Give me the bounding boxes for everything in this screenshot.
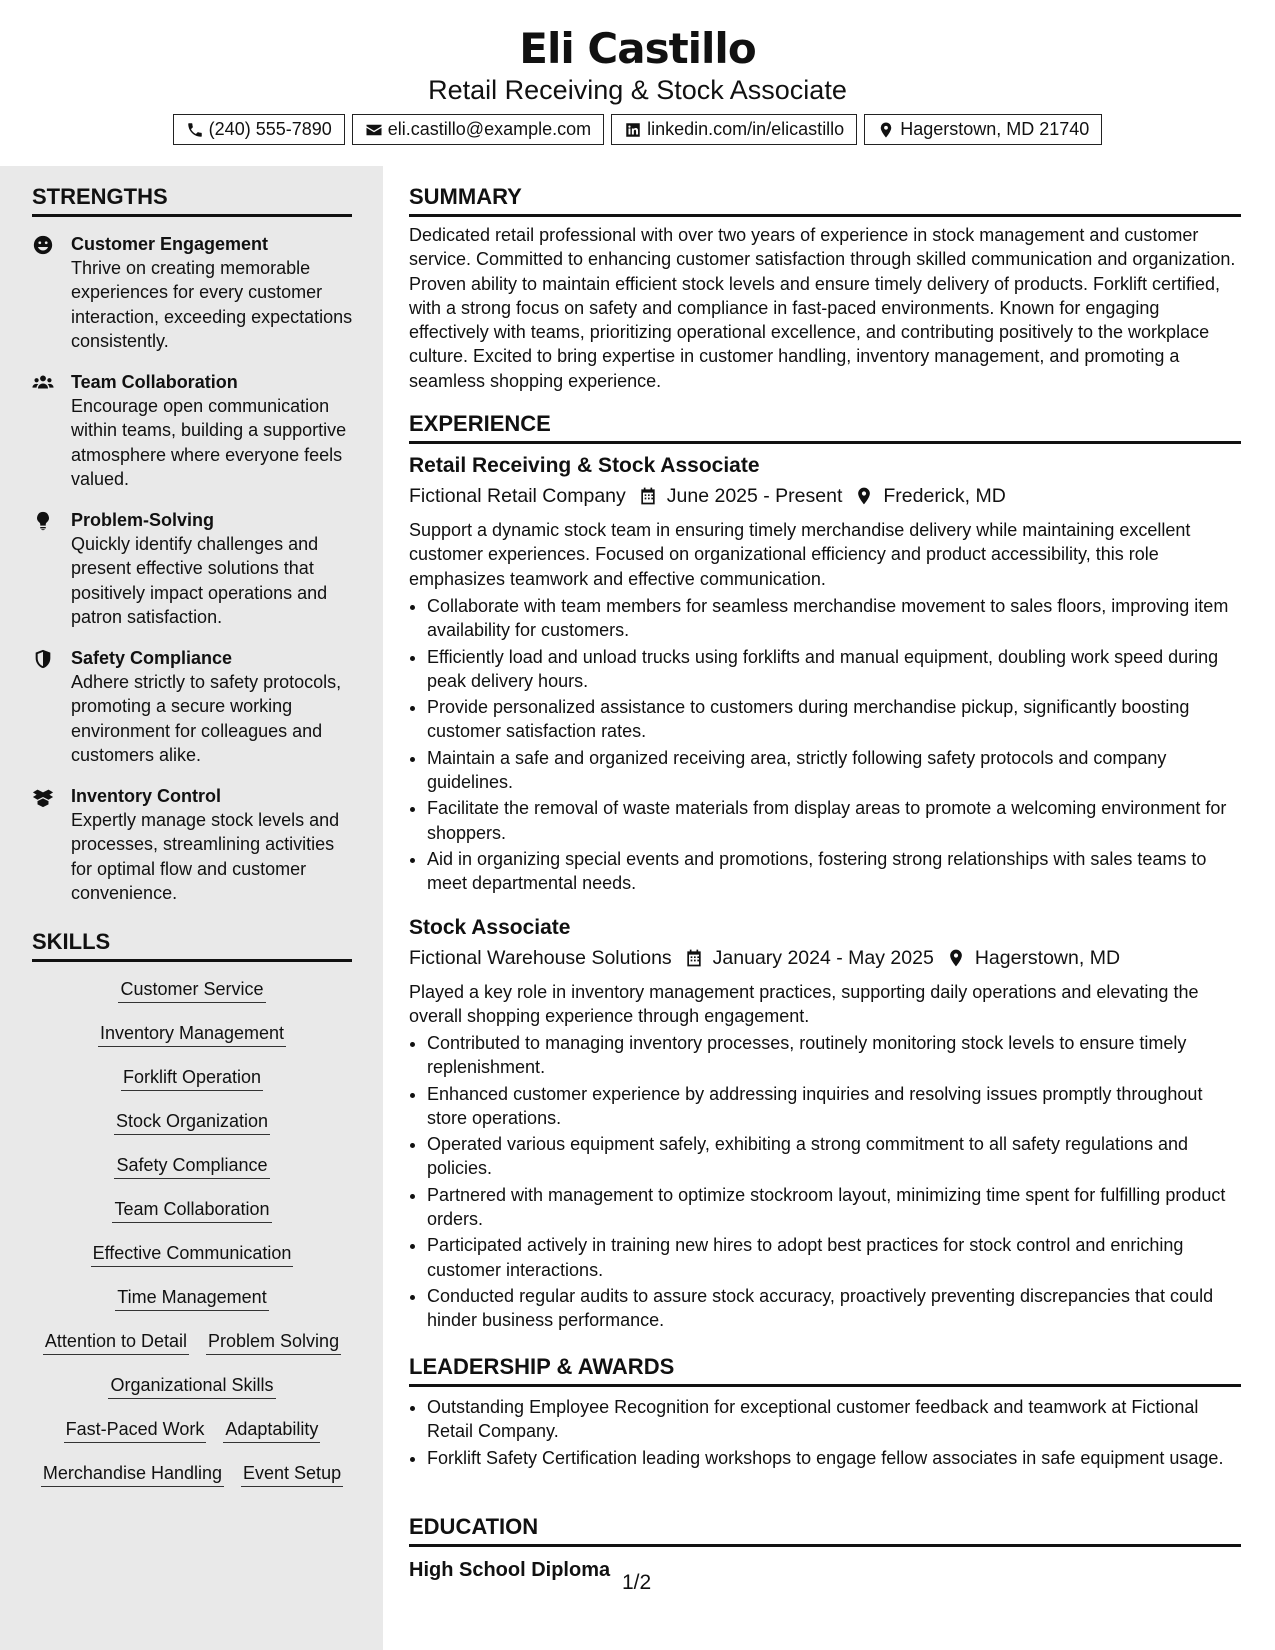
- job-bullet: • Efficiently load and unload trucks using forklifts and manual equipment, doubling work speed during peak delivery hours.: [427, 645, 1243, 694]
- leadership-bullets: [409, 1395, 1243, 1472]
- skill-row: [91, 1242, 294, 1267]
- skill-row: [114, 1110, 270, 1135]
- skill-tag: Stock Organization: [114, 1110, 270, 1135]
- candidate-title: Retail Receiving & Stock Associate: [428, 75, 847, 105]
- contact-phone[interactable]: [173, 114, 345, 145]
- calendar-icon: [638, 486, 658, 506]
- envelope-icon: [365, 121, 383, 139]
- strength-item: [32, 646, 357, 767]
- strength-description: Encourage open communication within teams, building a supportive atmosphere where everyone feels valued.: [71, 396, 347, 489]
- strength-description: Expertly manage stock levels and processes, streamlining activities for optimal flow and customer convenience.: [71, 810, 340, 903]
- skill-tag: Time Management: [115, 1286, 268, 1311]
- strength-description: Thrive on creating memorable experiences for every customer interaction, exceeding expectations consistently.: [71, 258, 353, 351]
- skill-tag: Adaptability: [223, 1418, 320, 1443]
- skill-row: [43, 1330, 341, 1355]
- contact-linkedin[interactable]: [611, 114, 857, 145]
- summary-text: Dedicated retail professional with over two years of experience in stock management and customer service. Committed to enhancing customer satisfaction through skilled communication and organization. Proven ability to maintain efficient stock levels and ensure timely delivery of products. Forklift certified, with a strong focus on safety and compliance in fast-paced environments. Known for engaging effectively with teams, prioritizing operational excellence, and contributing positively to the workplace culture. Excited to bring expertise in customer handling, inventory management, and promoting a seamless shopping experience.: [409, 225, 1236, 391]
- calendar-icon: [684, 948, 704, 968]
- strength-title: Inventory Control: [71, 786, 222, 806]
- job-company: Fictional Warehouse Solutions: [409, 947, 672, 969]
- strength-item: [32, 784, 357, 905]
- linkedin-icon: [624, 121, 642, 139]
- skill-row: [118, 978, 265, 1003]
- skill-tag: Effective Communication: [91, 1242, 294, 1267]
- job-bullets: [409, 594, 1243, 898]
- job-description: Played a key role in inventory management practices, supporting daily operations and elevating the overall shopping experience through engagement.: [409, 982, 1199, 1027]
- skill-row: [98, 1022, 286, 1047]
- skill-tag: Organizational Skills: [108, 1374, 275, 1399]
- job-bullet: • Participated actively in training new hires to adopt best practices for stock control and enriching customer interactions.: [427, 1233, 1243, 1282]
- job-meta: [409, 483, 1006, 509]
- job-bullets: [409, 1031, 1243, 1335]
- resume-header: [0, 0, 1275, 166]
- shield-icon: [32, 648, 54, 670]
- map-pin-icon: [854, 486, 874, 506]
- phone-icon: [186, 121, 204, 139]
- strength-title: Team Collaboration: [71, 372, 238, 392]
- job-title: Retail Receiving & Stock Associate: [409, 454, 760, 477]
- contact-bar: [0, 114, 1275, 145]
- skill-row: [108, 1374, 275, 1399]
- contact-linkedin-text: linkedin.com/in/elicastillo: [647, 119, 845, 139]
- job-location: Frederick, MD: [883, 485, 1006, 507]
- experience-heading: EXPERIENCE: [409, 410, 1241, 444]
- job-bullet: • Aid in organizing special events and promotions, fostering strong relationships with sales teams to meet departmental needs.: [427, 847, 1243, 896]
- skill-row: [115, 1286, 268, 1311]
- skill-tag: Team Collaboration: [112, 1198, 271, 1223]
- job-description: Support a dynamic stock team in ensuring timely merchandise delivery while maintaining excellent customer experiences. Focused on organizational efficiency and product accessibility, this role emphasizes teamwork and effective communication.: [409, 520, 1191, 589]
- job-bullet: • Partnered with management to optimize stockroom layout, minimizing time spent for fulfilling product orders.: [427, 1183, 1243, 1232]
- skill-row: [121, 1066, 263, 1091]
- job-bullet: • Maintain a safe and organized receiving area, strictly following safety protocols and company guidelines.: [427, 746, 1243, 795]
- contact-email[interactable]: [352, 114, 604, 145]
- strength-title: Problem-Solving: [71, 510, 215, 530]
- skill-tag: Problem Solving: [206, 1330, 341, 1355]
- job-title: Stock Associate: [409, 916, 571, 939]
- job-bullet: • Collaborate with team members for seamless merchandise movement to sales floors, improving item availability for customers.: [427, 594, 1243, 643]
- skill-tag: Customer Service: [118, 978, 265, 1003]
- strength-item: [32, 508, 357, 629]
- map-pin-icon: [946, 948, 966, 968]
- job-bullet: • Contributed to managing inventory processes, routinely monitoring stock levels to ensure timely replenishment.: [427, 1031, 1243, 1080]
- job-location: Hagerstown, MD: [974, 947, 1121, 969]
- skills-list: [32, 978, 352, 1487]
- skill-row: [112, 1198, 271, 1223]
- strength-item: [32, 232, 357, 353]
- strength-title: Safety Compliance: [71, 648, 233, 668]
- skill-tag: Inventory Management: [98, 1022, 286, 1047]
- page-number: 1/2: [622, 1571, 652, 1594]
- contact-location: [864, 114, 1102, 145]
- lightbulb-icon: [32, 510, 54, 532]
- job-bullet: • Facilitate the removal of waste materials from display areas to promote a welcoming environment for shoppers.: [427, 796, 1243, 845]
- contact-email-text: eli.castillo@example.com: [387, 119, 592, 139]
- contact-phone-text: (240) 555-7890: [208, 119, 332, 139]
- smile-icon: [32, 234, 54, 256]
- strength-description: Quickly identify challenges and present effective solutions that positively impact operations and patron satisfaction.: [71, 534, 328, 627]
- job-dates: January 2024 - May 2025: [712, 947, 934, 969]
- strength-title: Customer Engagement: [71, 234, 269, 254]
- skill-row: [41, 1462, 343, 1487]
- summary-heading: SUMMARY: [409, 183, 1241, 217]
- strength-description: Adhere strictly to safety protocols, promoting a secure working environment for colleagues and customers alike.: [71, 672, 342, 765]
- skill-tag: Attention to Detail: [43, 1330, 189, 1355]
- job-meta: [409, 945, 1120, 971]
- skill-tag: Safety Compliance: [114, 1154, 269, 1179]
- award-bullet: • Outstanding Employee Recognition for exceptional customer feedback and teamwork at Fictional Retail Company.: [427, 1395, 1243, 1444]
- strengths-heading: STRENGTHS: [32, 183, 352, 217]
- skill-row: [114, 1154, 269, 1179]
- users-icon: [32, 372, 54, 394]
- job-bullet: • Conducted regular audits to assure stock accuracy, proactively preventing discrepancies that could hinder business performance.: [427, 1284, 1243, 1333]
- job-company: Fictional Retail Company: [409, 485, 626, 507]
- skills-heading: SKILLS: [32, 928, 352, 962]
- skill-tag: Merchandise Handling: [41, 1462, 224, 1487]
- strength-item: [32, 370, 357, 491]
- award-bullet: • Forklift Safety Certification leading workshops to engage fellow associates in safe equipment usage.: [427, 1446, 1243, 1470]
- job-bullet: • Operated various equipment safely, exhibiting a strong commitment to all safety regulations and policies.: [427, 1132, 1243, 1181]
- map-pin-icon: [877, 121, 895, 139]
- leadership-heading: LEADERSHIP & AWARDS: [409, 1353, 1241, 1387]
- skill-tag: Forklift Operation: [121, 1066, 263, 1091]
- candidate-name: Eli Castillo: [519, 24, 756, 73]
- skill-tag: Fast-Paced Work: [64, 1418, 207, 1443]
- skill-tag: Event Setup: [241, 1462, 343, 1487]
- sidebar: [0, 166, 383, 1650]
- main-content: [383, 166, 1275, 1650]
- contact-location-text: Hagerstown, MD 21740: [900, 119, 1090, 139]
- job-dates: June 2025 - Present: [666, 485, 843, 507]
- skill-row: [64, 1418, 321, 1443]
- job-bullet: • Provide personalized assistance to customers during merchandise pickup, significantly boosting customer satisfaction rates.: [427, 695, 1243, 744]
- education-degree: High School Diploma: [409, 1559, 611, 1581]
- education-heading: EDUCATION: [409, 1513, 1241, 1547]
- job-bullet: • Enhanced customer experience by addressing inquiries and resolving issues promptly throughout store operations.: [427, 1082, 1243, 1131]
- box-icon: [32, 786, 54, 808]
